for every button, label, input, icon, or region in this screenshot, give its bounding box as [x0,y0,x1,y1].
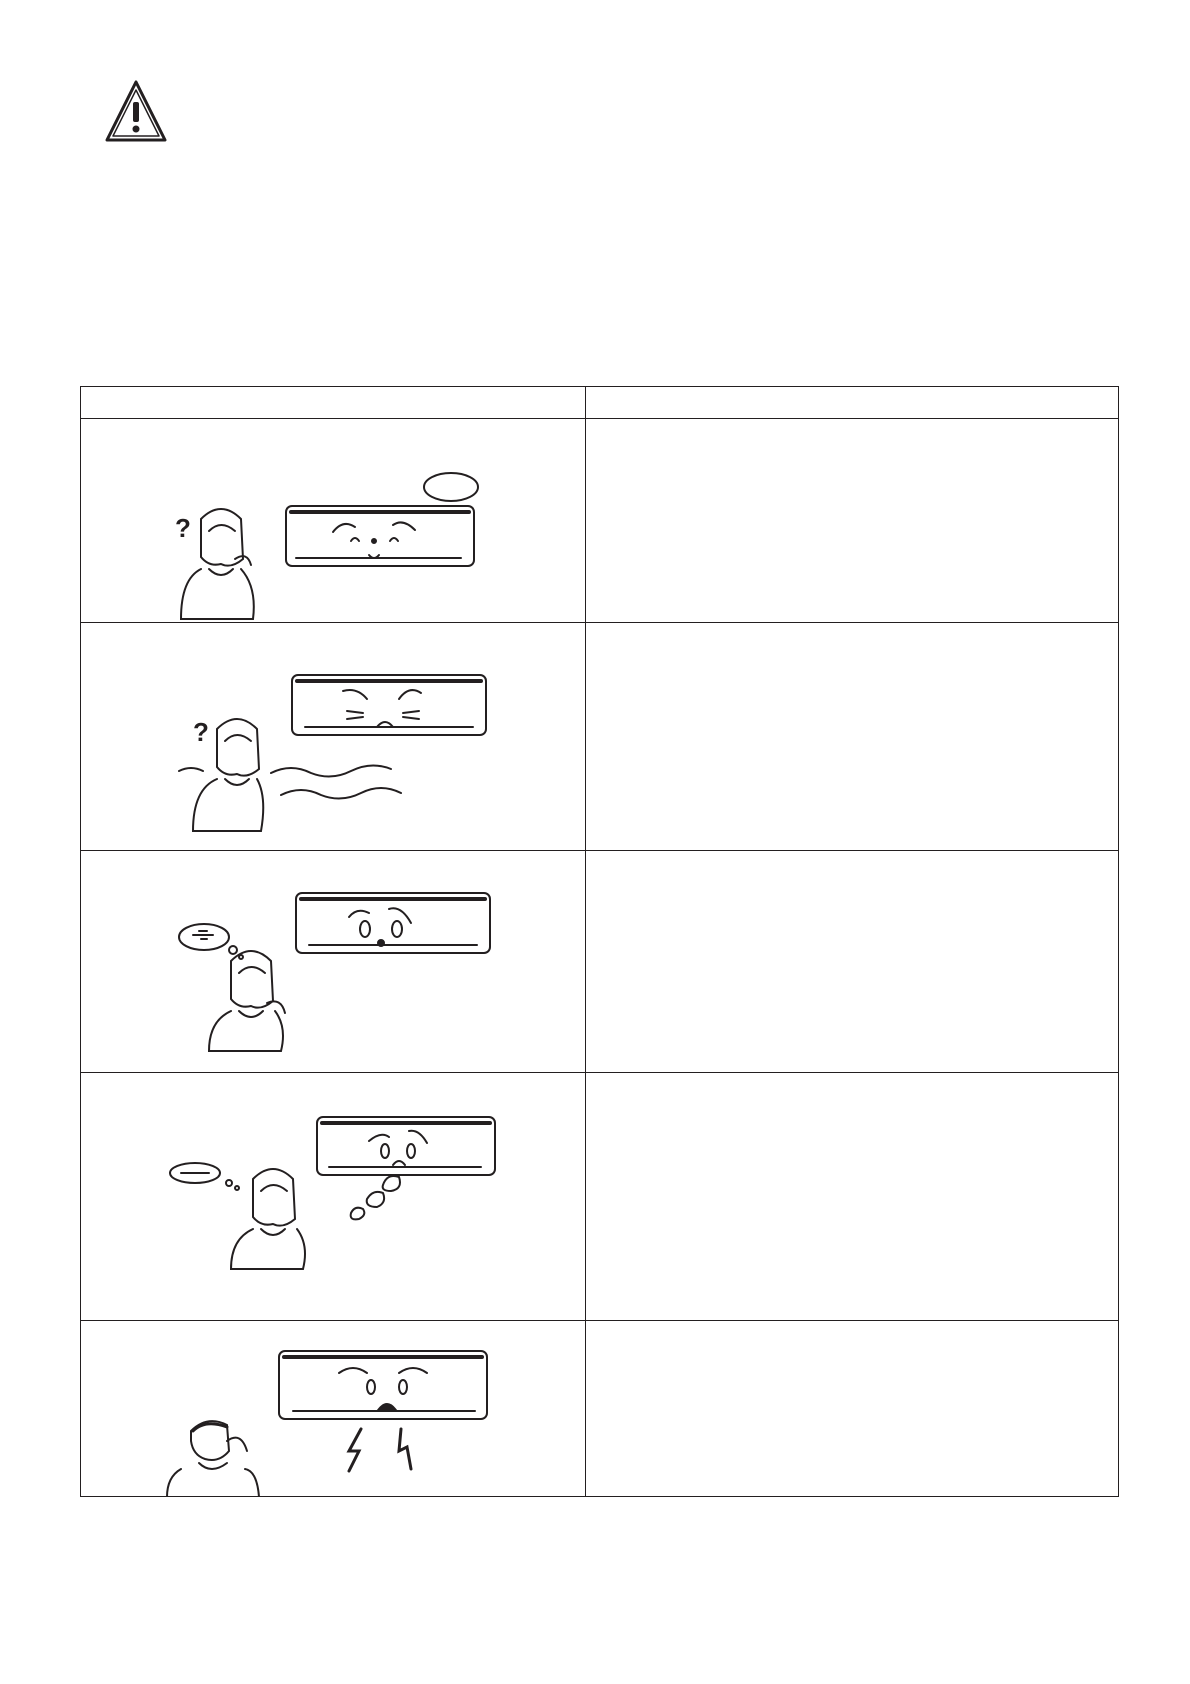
description-cell [586,1321,1119,1497]
description-text [586,1073,1118,1093]
warning-triangle-icon [104,78,168,144]
illustration-cell [81,1073,586,1321]
ac-unit-water-drop-illustration [81,851,585,1073]
troubleshooting-table [80,386,1119,1497]
svg-text:?: ? [175,513,191,543]
ac-unit-woman-question-illustration [81,419,585,623]
table-row [81,851,1119,1073]
illustration-cell [81,851,586,1073]
description-cell [586,419,1119,623]
table-header-row [81,387,1119,419]
table-row [81,1321,1119,1497]
description-cell [586,623,1119,851]
description-text [586,851,1118,871]
ac-unit-lightning-illustration [81,1321,585,1497]
illustration-cell [81,419,586,623]
illustration-cell [81,1321,586,1497]
table-row [81,1073,1119,1321]
description-text [586,1321,1118,1341]
ac-unit-air-flow-illustration [81,623,585,851]
ac-unit-mist-illustration [81,1073,585,1321]
description-text [586,419,1118,439]
description-cell [586,1073,1119,1321]
table-row [81,623,1119,851]
illustration-cell [81,623,586,851]
svg-text:?: ? [193,717,209,747]
table-row [81,419,1119,623]
header-cell-1 [81,387,586,419]
description-text [586,623,1118,643]
header-cell-2 [586,387,1119,419]
description-cell [586,851,1119,1073]
